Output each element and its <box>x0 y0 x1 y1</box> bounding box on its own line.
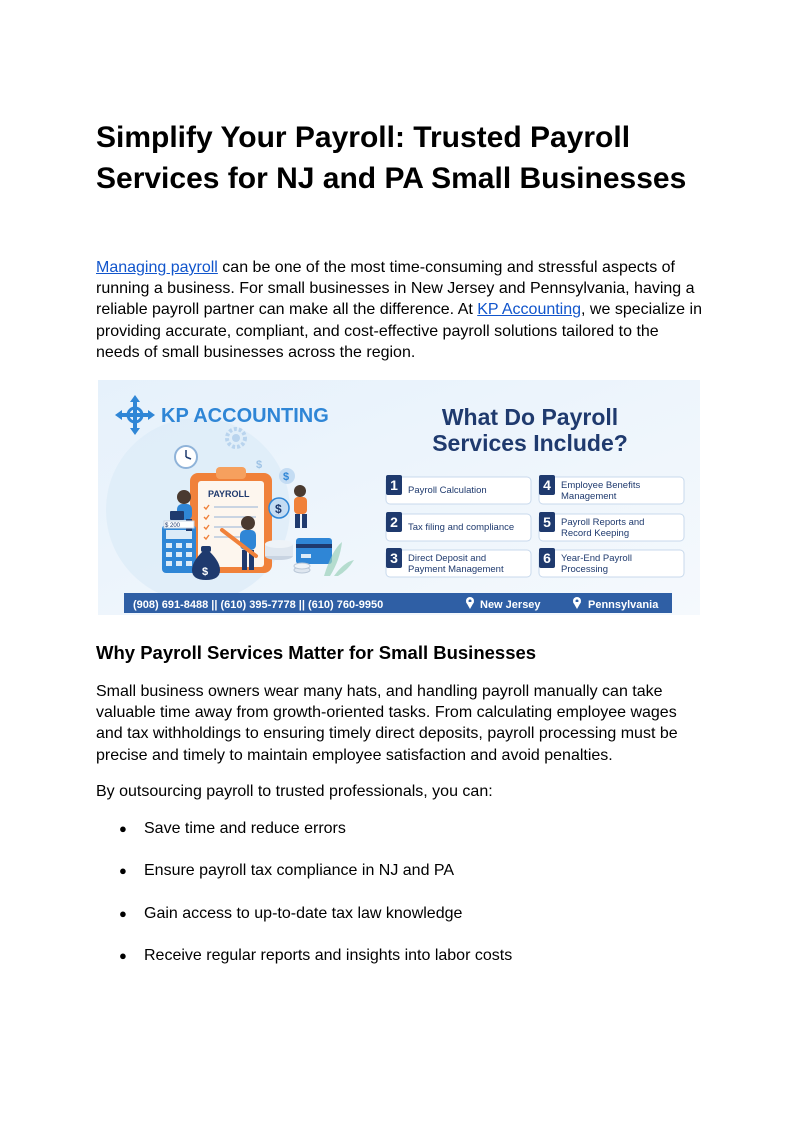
svg-text:$: $ <box>202 566 209 578</box>
service-item <box>539 512 684 541</box>
service-item <box>386 512 531 541</box>
service-item <box>539 548 684 577</box>
calculator-illustration <box>162 525 196 573</box>
banner-headline-line1: What Do Payroll <box>441 404 619 430</box>
article-title: Simplify Your Payroll: Trusted Payroll Services for NJ and PA Small Businesses <box>96 121 687 195</box>
list-item <box>96 943 512 985</box>
service-label-line2: Payment Management <box>408 564 504 575</box>
svg-text:$: $ <box>275 502 282 516</box>
list-item <box>96 901 512 943</box>
intro-text-1: can be one of the most time-consuming and stressful aspects of running a business. For small businesses in New Jersey and Pennsylvania, having a reliable payroll partner can make all the difference. At <box>96 259 695 319</box>
banner-headline-line2: Services Include? <box>432 430 628 456</box>
service-label: Tax filing and compliance <box>408 522 515 533</box>
service-label: Payroll Calculation <box>408 485 487 496</box>
list-item-text: Save time and reduce errors <box>144 820 346 837</box>
section-paragraph: Small business owners wear many hats, and handling payroll manually can take valuable time away from growth-oriented tasks. From calculating employee wages and tax withholdings to ensuring timely direct deposits, payroll processing must be precise and timely to maintain employee satisfaction and avoid penalties. <box>96 683 678 764</box>
dollar-coin-icon <box>279 468 295 484</box>
bullet-icon: ● <box>119 821 127 836</box>
intro-text-2: , we specialize in providing accurate, compliant, and cost-effective payroll solutions tailored to the needs of small businesses across the region. <box>96 301 702 361</box>
banner-brand: KP ACCOUNTING <box>161 405 329 427</box>
service-label-line1: Payroll Reports and <box>561 517 645 528</box>
service-label-line1: Direct Deposit and <box>408 553 487 564</box>
benefits-list <box>96 816 512 985</box>
section-heading: Why Payroll Services Matter for Small Businesses <box>96 642 537 663</box>
list-item-text: Ensure payroll tax compliance in NJ and PA <box>144 862 455 880</box>
service-label-line2: Record Keeping <box>561 528 630 539</box>
service-item <box>539 475 684 504</box>
service-number: 1 <box>390 477 398 493</box>
service-item <box>386 548 531 577</box>
service-number: 4 <box>543 477 551 493</box>
bill-value: $ 200 <box>165 523 181 529</box>
dollar-sign-icon: $ <box>256 459 263 471</box>
payroll-services-banner <box>98 380 700 615</box>
banner-location-nj: New Jersey <box>480 599 541 611</box>
list-item <box>96 858 512 900</box>
clock-icon <box>175 446 197 468</box>
svg-text:$: $ <box>283 471 290 483</box>
list-item-text: Receive regular reports and insights into labor costs <box>144 946 513 964</box>
service-item <box>386 475 531 504</box>
bullet-icon: ● <box>119 947 127 963</box>
banner-graphic <box>98 380 700 615</box>
service-label-line1: Employee Benefits <box>561 480 641 491</box>
service-number: 6 <box>543 550 551 566</box>
coin-stack-icon <box>294 563 310 573</box>
clipboard-label: PAYROLL <box>208 489 250 499</box>
service-number: 3 <box>390 550 398 566</box>
service-label-line2: Management <box>561 491 617 502</box>
banner-phones: (908) 691-8488 || (610) 395-7778 || (610) 760-9950 <box>133 599 384 611</box>
service-number: 2 <box>390 514 398 530</box>
service-label-line2: Processing <box>561 564 608 575</box>
list-item <box>96 816 512 858</box>
service-number: 5 <box>543 514 551 530</box>
service-label-line1: Year-End Payroll <box>561 553 632 564</box>
bullet-icon: ● <box>119 905 127 921</box>
outsourcing-intro: By outsourcing payroll to trusted professionals, you can: <box>96 783 493 800</box>
kp-accounting-link[interactable]: KP Accounting <box>477 301 582 319</box>
credit-card-icon <box>296 538 332 564</box>
intro-paragraph <box>96 257 706 363</box>
managing-payroll-link[interactable]: Managing payroll <box>96 259 218 276</box>
banner-location-pa: Pennsylvania <box>588 599 659 611</box>
list-item-text: Gain access to up-to-date tax law knowledge <box>144 904 463 922</box>
bullet-icon: ● <box>119 863 127 879</box>
